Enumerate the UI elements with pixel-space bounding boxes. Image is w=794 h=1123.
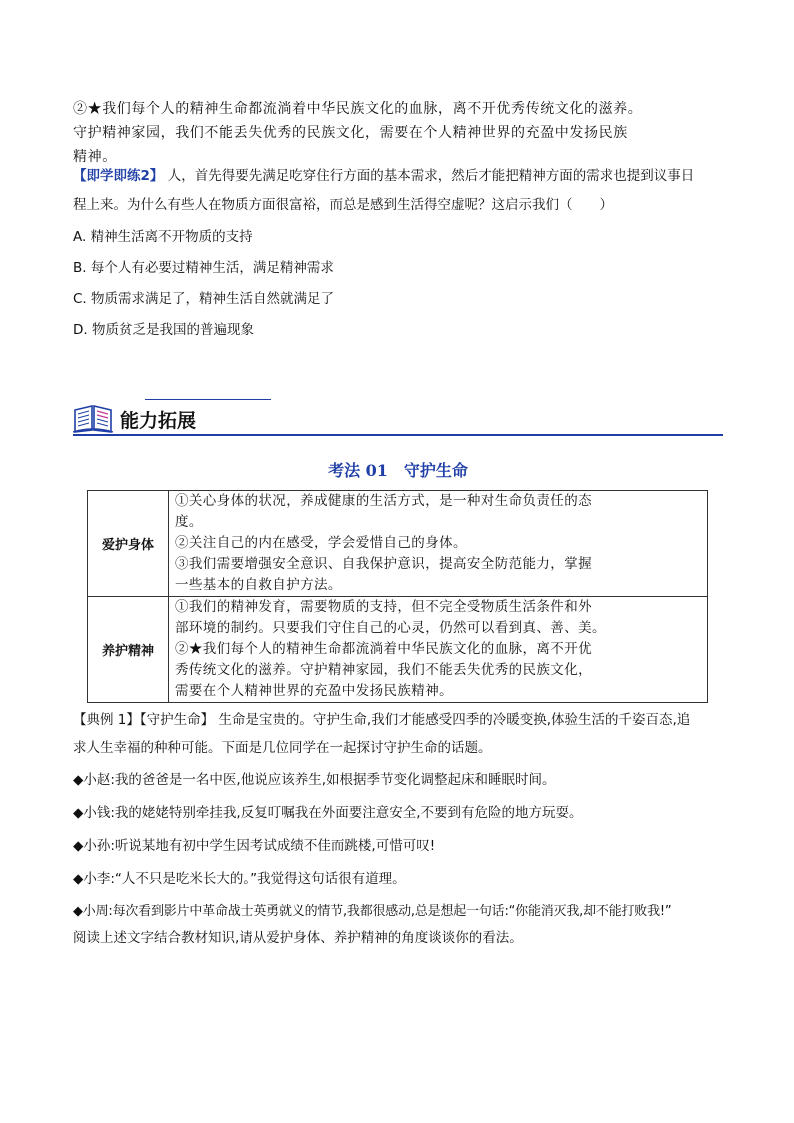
example-stem-text: 生命是宝贵的。守护生命,我们才能感受四季的冷暖变换,体验生活的千姿百态,追: [218, 712, 691, 728]
practice-stem-text: 人，首先得要先满足吃穿住行方面的基本需求，然后才能把精神方面的需求也提到议事日: [167, 168, 695, 184]
list-item: ◆小赵:我的爸爸是一名中医,他说应该养生,如根据季节变化调整起床和睡眠时间。: [73, 772, 556, 788]
option-c[interactable]: C. 物质需求满足了，精神生活自然就满足了: [73, 291, 335, 307]
intro-paragraph: [73, 97, 723, 169]
row-header: 爱护身体: [88, 491, 169, 597]
section-title: 能力拓展: [120, 410, 197, 432]
practice-stem-line: [73, 164, 723, 188]
practice-stem-line: 程上来。为什么有些人在物质方面很富裕，而总是感到生活得空虚呢？这启示我们（ ）: [73, 197, 613, 213]
row-line: ③我们需要增强安全意识、自我保护意识，提高安全防范能力，掌握: [175, 556, 592, 572]
example-question: 阅读上述文字结合教材知识,请从爱护身体、养护精神的角度谈谈你的看法。: [73, 930, 523, 946]
practice-tag: 【即学即练2】: [73, 168, 164, 184]
list-item: ◆小周:每次看到影片中革命战士英勇就义的情节,我都很感动,总是想起一句话:“你能消灭我,却不能打败我!”: [73, 904, 672, 919]
knowledge-table: [87, 490, 708, 703]
row-line: 需要在个人精神世界的充盈中发扬民族精神。: [175, 683, 453, 699]
example-stem-line: [73, 708, 723, 732]
row-line: ①关心身体的状况，养成健康的生活方式，是一种对生命负责任的态: [175, 493, 592, 509]
option-b[interactable]: B. 每个人有必要过精神生活，满足精神需求: [73, 260, 334, 276]
practice-options: [73, 227, 723, 340]
practice-question: [73, 164, 723, 217]
row-header: 养护精神: [88, 597, 169, 703]
banner-top-rule: [145, 399, 271, 400]
row-body: [169, 491, 708, 597]
list-item: ◆小李:“人不只是吃米长大的。”我觉得这句话很有道理。: [73, 871, 406, 887]
example-stem-line: 求人生幸福的种种可能。下面是几位同学在一起探讨守护生命的话题。: [73, 740, 492, 756]
section-banner: [73, 396, 723, 440]
row-body: [169, 597, 708, 703]
list-item: ◆小孙:听说某地有初中学生因考试成绩不佳而跳楼,可惜可叹!: [73, 838, 436, 854]
row-line: ②关注自己的内在感受，学会爱惜自己的身体。: [175, 535, 467, 551]
example-block: [73, 708, 723, 760]
table-row: [88, 491, 708, 597]
open-book-icon: [73, 402, 113, 434]
row-line: ②★我们每个人的精神生命都流淌着中华民族文化的血脉，离不开优: [175, 641, 592, 657]
row-line: 一些基本的自救自护方法。: [175, 577, 342, 593]
intro-line: 精神。: [73, 149, 117, 165]
option-d[interactable]: D. 物质贫乏是我国的普遍现象: [73, 322, 254, 338]
row-line: 度。: [175, 514, 203, 530]
example-tag: 【典例 1】【守护生命】: [73, 712, 215, 728]
list-item: ◆小钱:我的姥姥特别牵挂我,反复叮嘱我在外面要注意安全,不要到有危险的地方玩耍。: [73, 805, 583, 821]
banner-bottom-rule: [73, 434, 723, 436]
method-title: 考法 01 守护生命: [328, 461, 468, 480]
row-line: 秀传统文化的滋养。守护精神家园，我们不能丢失优秀的民族文化，: [175, 662, 592, 678]
option-a[interactable]: A. 精神生活离不开物质的支持: [73, 229, 253, 245]
example-items: [73, 768, 723, 950]
intro-line: 守护精神家园，我们不能丢失优秀的民族文化，需要在个人精神世界的充盈中发扬民族: [73, 125, 628, 141]
table-row: [88, 597, 708, 703]
row-line: 部环境的制约。只要我们守住自己的心灵，仍然可以看到真、善、美。: [175, 620, 606, 636]
row-line: ①我们的精神发育，需要物质的支持，但不完全受物质生活条件和外: [175, 599, 592, 615]
intro-line: ②★我们每个人的精神生命都流淌着中华民族文化的血脉，离不开优秀传统文化的滋养。: [73, 101, 643, 117]
